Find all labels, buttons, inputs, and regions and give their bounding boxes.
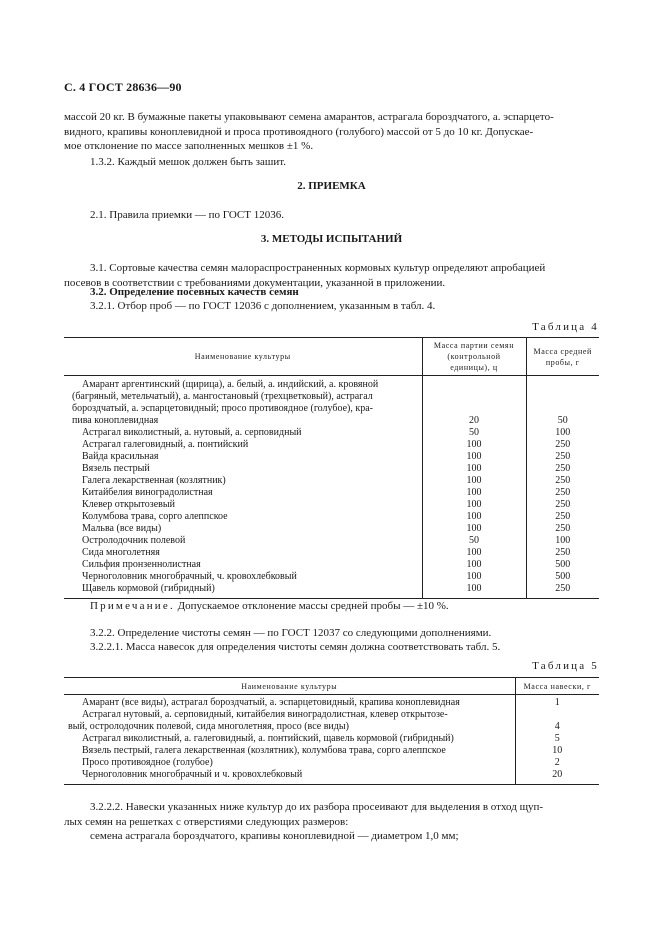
intro-line: массой 20 кг. В бумажные пакеты упаковывают семена амарантов, астрагала бороздчатого, а. эспарцето- [64,111,554,123]
table-row: Остролодочник полевой 50 100 [64,535,599,547]
table-row: Вязель пестрый 100 250 [64,463,599,475]
table-5-header-name: Наименование культуры [64,678,515,695]
paragraph-2-1: 2.1. Правила приемки — по ГОСТ 12036. [90,209,284,221]
paragraph-3-2: 3.2. Определение посевных качеств семян [90,286,299,298]
table-row: Вязель пестрый, галега лекарственная (козлятник), колумбова трава, сорго алеппское 10 [64,745,599,757]
table-4-header-lot: Масса партии семян (контрольной единицы), ц [422,338,526,376]
table-4-header-sample: Масса средней пробы, г [526,338,599,376]
paragraph-3-2-2: 3.2.2. Определение чистоты семян — по ГОСТ 12037 со следующими дополнениями. [90,627,492,639]
intro-line: видного, крапивы коноплевидной и проса противоядного (голубого) массой от 5 до 10 кг. Допускае- [64,125,534,138]
intro-paragraph [64,110,599,154]
paragraph-3-2-1: 3.2.1. Отбор проб — по ГОСТ 12036 с дополнением, указанным в табл. 4. [90,300,436,312]
section-3-title: 3. МЕТОДЫ ИСПЫТАНИЙ [260,233,403,245]
table-5-header-weight: Масса навески, г [515,678,599,695]
table-row: Сида многолетняя 100 250 [64,547,599,559]
table-row: Галега лекарственная (козлятник) 100 250 [64,475,599,487]
table-row: Астрагал галеговидный, а. понтийский 100 250 [64,439,599,451]
table-row: Астрагал виколистный, а. галеговидный, а. понтийский, щавель кормовой (гибридный) 5 [64,733,599,745]
table-4-header-name: Наименование культуры [64,338,422,376]
intro-line: мое отклонение по массе заполненных мешков ±1 %. [64,140,314,152]
note-text: Допускаемое отклонение массы средней пробы — ±10 %. [174,600,449,612]
table-row: Вайда красильная 100 250 [64,451,599,463]
table-4-first-sample: 50 [526,376,599,428]
table-row: Щавель кормовой (гибридный) 100 250 [64,583,599,599]
table-row: Черноголовник многобрачный, ч. кровохлебковый 100 500 [64,571,599,583]
table-4-first-lot: 20 [422,376,526,428]
table-row: Клевер открытозевый 100 250 [64,499,599,511]
table-row: Мальва (все виды) 100 250 [64,523,599,535]
paragraph-3-2-2-1: 3.2.2.1. Масса навесок для определения чистоты семян должна соответствовать табл. 5. [90,641,501,653]
table-row: Амарант (все виды), астрагал бороздчатый, а. эспарцетовидный, крапива коноплевидная 1 [64,695,599,710]
table-4-caption: Таблица 4 [532,321,599,333]
section-2-title: 2. ПРИЕМКА [297,180,366,192]
table-row: Астрагал нутовый, а. серповидный, китайбелия виноградолистная, клевер открытозе- вый, остролодочник полевой, сида многолетняя, просо (все виды) 4 [64,709,599,733]
paragraph-3-2-2-2 [64,800,599,844]
table-row: Китайбелия виноградолистная 100 250 [64,487,599,499]
table-row: Колумбова трава, сорго алеппское 100 250 [64,511,599,523]
table-row: Черноголовник многобрачный и ч. кровохлебковый 20 [64,769,599,785]
table-row: Астрагал виколистный, а. нутовый, а. серповидный 50 100 [64,427,599,439]
table-row: Просо противоядное (голубое) 2 [64,757,599,769]
table-row: Сильфия пронзеннолистная 100 500 [64,559,599,571]
paragraph-line: семена астрагала бороздчатого, крапивы коноплевидной — диаметром 1,0 мм; [90,830,459,842]
table-5-caption: Таблица 5 [532,660,599,672]
table-4 [64,337,599,599]
paragraph-line: лых семян на решетках с отверстиями следующих размеров: [64,815,349,828]
paragraph-line: посевов в соответствии с требованиями документации, указанной в приложении. [64,276,446,289]
table-5 [64,677,599,785]
page-header: С. 4 ГОСТ 28636—90 [64,80,182,94]
paragraph-1-3-2: 1.3.2. Каждый мешок должен быть зашит. [90,156,286,168]
table-4-note [90,600,449,612]
paragraph-line: 3.1. Сортовые качества семян малораспространенных кормовых культур определяют апробацией [90,262,546,274]
paragraph-line: 3.2.2.2. Навески указанных ниже культур до их разбора просеивают для выделения в отход щуп- [90,801,544,813]
table-5-multiline-name: Астрагал нутовый, а. серповидный, китайбелия виноградолистная, клевер открытозе- вый, остролодочник полевой, сида многолетняя, просо (все виды) [68,709,448,732]
table-4-first-name: Амарант аргентинский (щирица), а. белый, а. индийский, а. кровяной (багряный, метельчатый), а. мангостановый (трехцветковый), астрагал бороздчатый, а. эспарцетовидный; просо противоядное (голубое), кра- пива коноплевидная [72,379,379,426]
note-label: Примечание. [90,600,175,612]
table-row [64,376,599,428]
